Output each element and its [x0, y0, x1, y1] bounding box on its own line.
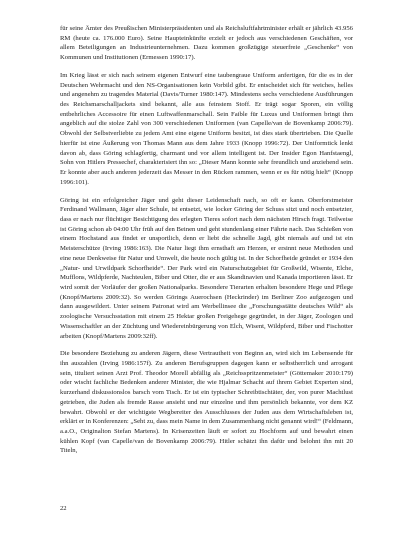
body-text [60, 24, 353, 456]
paragraph-income: für seine Ämter des Preußischen Ministerpräsidenten und als Reichsluftfahrtminister erhält er jährlich 43.956 RM (heute ca. 176.000 Euro). Seine Haupteinkünfte erzielt er jedoch aus verschiedenen Geschäften, vor allem Beteiligungen an Industrieunternehmen. Dazu kommen großzügige steuerfreie „Geschenke“ von Kommunen und Institutionen (Ermessen 1990:17). [60, 25, 353, 62]
page-number: 22 [60, 505, 67, 512]
paragraph-hunting: Göring ist ein erfolgreicher Jäger und geht dieser Leidenschaft nach, so oft er kann. Oberforstmeister Ferdinand Wallmann, Jäger alter Schule, ist entsetzt, wie locker Göring der Schuss sitzt und noch entsetzter, dass er nach nur flüchtiger Besichtigung des erlegten Tieres sofort nach dem nächsten Hirsch fragt. Teilweise ist Göring schon ab 04:00 Uhr früh auf den Beinen und geht stundenlang einer Fährte nach. Das Schießen von einem Hochstand aus findet er unsportlich, denn er liebt die schnelle Jagd, gibt niemals auf und ist ein Meisterschütze (Irving 1986:163). Die Natur liegt ihm ernsthaft am Herzen, er ersinnt neue Methoden und eine neue Denkweise für Natur und Umwelt, die heute noch gültig ist. In der Schorfheide gründet er 1934 den „Natur- und Urwildpark Schorfheide“. Der Park wird ein Naturschutzgebiet für Großwild, Wisente, Elche, Mufflons, Wildpferde, Nachteulen, Biber und Otter, die er aus Skandinavien und Kanada importieren lässt. Er wird somit der Vorläufer der großen Nationalparks. Besondere Tierarten erhalten besondere Hege und Pflege (Knopf/Martens 2009:32). So werden Görings Auerochsen (Heckrinder) im Berliner Zoo aufgezogen und dann ausgewildert. Unter seinem Patronat wird am Werbellinsee die „Forschungsstätte deutsches Wild“ als zoologische Versuchsstation mit einem 25 Hektar großen Freigehege gegründet, in der Jäger, Zoologen und Wissenschaftler an der Züchtung und Wiedereinbürgerung von Elch, Wisent, Wildpferd, Biber und Fischotter arbeiten (Knopf/Martens 2009:32ff). [60, 196, 353, 340]
paragraph-relations: Die besondere Beziehung zu anderen Jägern, diese Vertrautheit von Beginn an, wird sich im Lebensende für ihn auszahlen (Irving 1986:157f). Zu anderen Berufsgruppen dagegen kann er selbstherrlich und arrogant sein, tituliert seinen Arzt Prof. Theodor Morell abfällig als „Reichsspritzenmeister“ (Göttemaker 2010:179) oder wischt fachliche Bedenken anderer Minister, die wie Hjalmar Schacht auf ihrem Gebiet Experten sind, kurzerhand diskussionslos barsch vom Tisch. Er ist ein typischer Schreibtischtäter, der, von purer Machtlust getrieben, die Juden als fremde Rasse ansieht und nur einzelne und ihm persönlich bekannte, vor dem KZ bewahrt. Obwohl er der wichtigste Wegbereiter des Ausschlusses der Juden aus dem Wirtschaftsleben ist, erklärt er in Konferenzen: „Seht zu, dass mein Name in dem Zusammenhang nicht genannt wird!“ (Feldmann, a.a.O., Originalton Stefan Martens). In Krisenzeiten läuft er sofort zu Hochform auf und bewahrt einen kühlen Kopf (van Capelle/van de Bovenkamp 2006:79). Hitler schätzt ihn dafür und belohnt ihn mit 20 Titeln, [60, 350, 354, 455]
paragraph-uniform: Im Krieg lässt er sich nach seinem eigenen Entwurf eine taubengraue Uniform anfertigen, für die es in der Deutschen Wehrmacht und den NS-Organisationen kein Vorbild gibt. Er entscheidet sich für weiches, helles und angenehm zu tragendes Material (Davis/Turner 1980:147). Mindestens sechs verschiedene Ausführungen des Reichsmarschalljackets sind bekannt, alle aus feinstem Stoff. Er trägt sogar Sporen, ein völlig entbehrliches Accessoire für einen Luftwaffenmarschall. Sein Faible für Luxus und Uniformen bringt ihm angeblich auf die stolze Zahl von 300 verschiedenen Uniformen (van Capelle/van de Bovenkamp 2006:79). Obwohl der Selbstverliebte zu jedem Amt eine eigene Uniform besitzt, ist dies stark übertrieben. Die Quelle hierfür ist eine Äußerung von Thomas Mann aus dem Jahre 1933 (Knopp 1996:72). Der Uniformtick lenkt davon ab, dass Göring schlagfertig, charmant und vor allem intelligent ist. Der Insider Egon Hanfstaengl, Sohn von Hitlers Pressechef, charakterisiert ihn so: „Dieser Mann konnte sehr freundlich und anziehend sein. Er konnte aber auch anderen jederzeit das Messer in den Rücken rammen, wenn er es für nötig hielt“ (Knopp 1996:101). [60, 71, 353, 186]
